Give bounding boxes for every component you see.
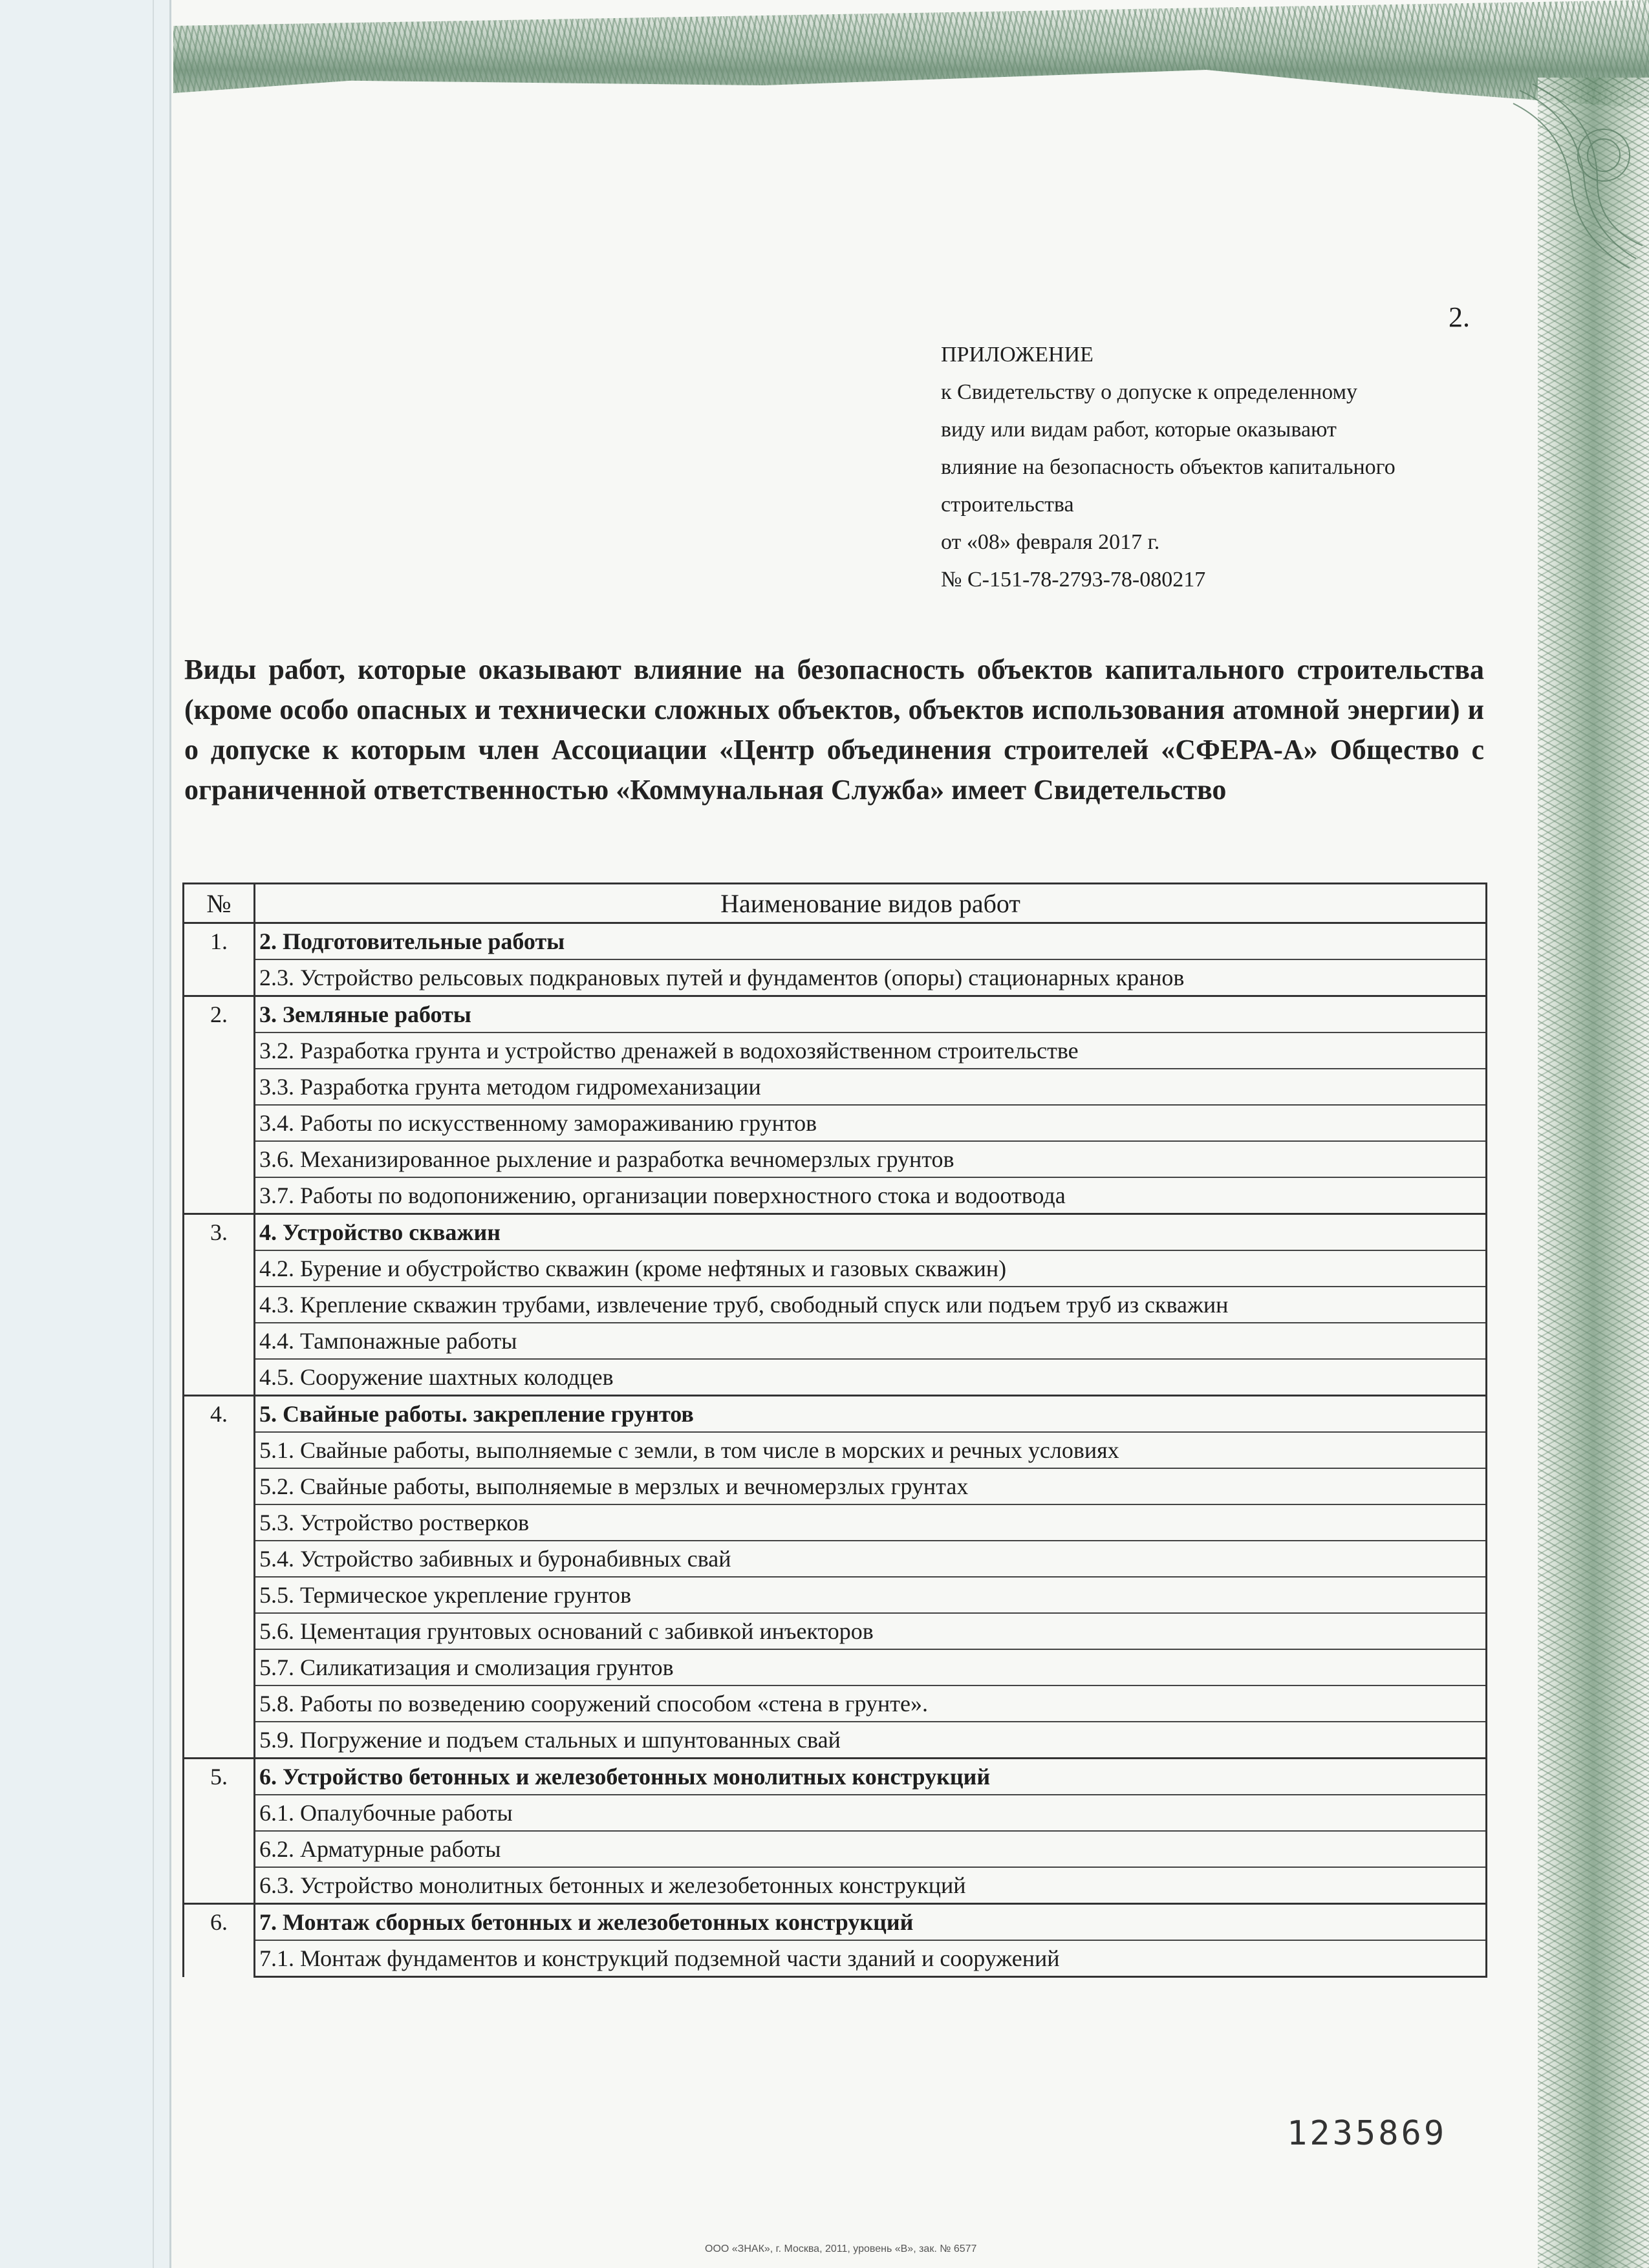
- corner-ornament-icon: [1507, 78, 1649, 272]
- table-row: [184, 1722, 1487, 1759]
- appendix-line: строительства: [941, 493, 1074, 517]
- work-item: 3.4. Работы по искусственному замораживанию грунтов: [255, 1105, 1487, 1141]
- work-item: 6.2. Арматурные работы: [255, 1831, 1487, 1867]
- table-row: [184, 1541, 1487, 1577]
- work-item: 4.4. Тампонажные работы: [255, 1323, 1487, 1359]
- table-row: [184, 1831, 1487, 1867]
- guilloche-border-right: [1538, 78, 1649, 2268]
- work-item: 5.6. Цементация грунтовых оснований с забивкой инъекторов: [255, 1613, 1487, 1649]
- table-row: [184, 1105, 1487, 1141]
- section-title: 6. Устройство бетонных и железобетонных монолитных конструкций: [255, 1759, 1487, 1795]
- work-item: 5.8. Работы по возведению сооружений способом «стена в грунте».: [255, 1685, 1487, 1722]
- table-row: [184, 1577, 1487, 1613]
- printer-imprint: ООО «ЗНАК», г. Москва, 2011, уровень «В», зак. № 6577: [705, 2243, 977, 2254]
- table-row: [184, 1613, 1487, 1649]
- row-number: 1.: [184, 923, 255, 996]
- table-row: [184, 1177, 1487, 1214]
- row-number: 5.: [184, 1759, 255, 1904]
- table-row: [184, 1867, 1487, 1904]
- table-row: [184, 959, 1487, 996]
- page-number: 2.: [1449, 301, 1470, 333]
- work-item: 5.7. Силикатизация и смолизация грунтов: [255, 1649, 1487, 1685]
- work-item: 2.3. Устройство рельсовых подкрановых путей и фундаментов (опоры) стационарных кранов: [255, 959, 1487, 996]
- appendix-line: влияние на безопасность объектов капитального: [941, 455, 1396, 479]
- appendix-line: к Свидетельству о допуске к определенному: [941, 380, 1358, 404]
- section-title: 2. Подготовительные работы: [255, 923, 1487, 960]
- section-row: [184, 923, 1487, 960]
- table-row: [184, 1649, 1487, 1685]
- serial-number: 1235869: [1287, 2114, 1447, 2153]
- section-title: 3. Земляные работы: [255, 996, 1487, 1033]
- work-item: 5.9. Погружение и подъем стальных и шпунтованных свай: [255, 1722, 1487, 1759]
- work-item: 3.2. Разработка грунта и устройство дренажей в водохозяйственном строительстве: [255, 1032, 1487, 1069]
- row-number: 4.: [184, 1396, 255, 1759]
- section-row: [184, 1214, 1487, 1251]
- work-item: 6.3. Устройство монолитных бетонных и железобетонных конструкций: [255, 1867, 1487, 1904]
- column-header-name: Наименование видов работ: [255, 884, 1487, 923]
- section-title: 7. Монтаж сборных бетонных и железобетонных конструкций: [255, 1904, 1487, 1941]
- table-row: [184, 1287, 1487, 1323]
- table-row: [184, 1141, 1487, 1177]
- table-row: [184, 1504, 1487, 1541]
- table-row: [184, 1250, 1487, 1287]
- work-item: 3.6. Механизированное рыхление и разработка вечномерзлых грунтов: [255, 1141, 1487, 1177]
- table-row: [184, 1359, 1487, 1396]
- appendix-line: виду или видам работ, которые оказывают: [941, 418, 1337, 442]
- works-table-body: [184, 923, 1487, 1977]
- row-number: 3.: [184, 1214, 255, 1396]
- section-title: 4. Устройство скважин: [255, 1214, 1487, 1251]
- table-row: [184, 1323, 1487, 1359]
- work-item: 5.1. Свайные работы, выполняемые с земли, в том числе в морских и речных условиях: [255, 1432, 1487, 1468]
- work-item: 4.2. Бурение и обустройство скважин (кроме нефтяных и газовых скважин): [255, 1250, 1487, 1287]
- table-row: [184, 1940, 1487, 1977]
- intro-paragraph: Виды работ, которые оказывают влияние на безопасность объектов капитального строительства (кроме особо опасных и технически сложных объектов, объектов использования атомной энергии) и о допуске к которым член Ассоциации «Центр объединения строителей «СФЕРА-А» Общество с ограниченной ответственностью «Коммунальная Служба» имеет Свидетельство: [184, 654, 1484, 806]
- work-item: 5.3. Устройство ростверков: [255, 1504, 1487, 1541]
- section-row: [184, 996, 1487, 1033]
- work-item: 5.5. Термическое укрепление грунтов: [255, 1577, 1487, 1613]
- column-header-number: №: [184, 884, 255, 923]
- work-item: 4.3. Крепление скважин трубами, извлечение труб, свободный спуск или подъем труб из скважин: [255, 1287, 1487, 1323]
- work-item: 6.1. Опалубочные работы: [255, 1795, 1487, 1831]
- table-row: [184, 1032, 1487, 1069]
- work-item: 3.3. Разработка грунта методом гидромеханизации: [255, 1069, 1487, 1105]
- works-table: [182, 883, 1487, 1978]
- work-item: 5.2. Свайные работы, выполняемые в мерзлых и вечномерзлых грунтах: [255, 1468, 1487, 1504]
- appendix-line: № С-151-78-2793-78-080217: [941, 568, 1206, 592]
- left-page-edge: [0, 0, 171, 2268]
- row-number: 6.: [184, 1904, 255, 1977]
- work-item: 5.4. Устройство забивных и буронабивных свай: [255, 1541, 1487, 1577]
- work-item: 4.5. Сооружение шахтных колодцев: [255, 1359, 1487, 1396]
- section-row: [184, 1904, 1487, 1941]
- row-number: 2.: [184, 996, 255, 1214]
- table-row: [184, 1468, 1487, 1504]
- table-row: [184, 1432, 1487, 1468]
- table-header-row: [184, 884, 1487, 923]
- appendix-header: [941, 336, 1503, 599]
- work-item: 3.7. Работы по водопонижению, организации поверхностного стока и водоотвода: [255, 1177, 1487, 1214]
- table-row: [184, 1069, 1487, 1105]
- appendix-line: от «08» февраля 2017 г.: [941, 530, 1160, 554]
- table-row: [184, 1685, 1487, 1722]
- appendix-line: ПРИЛОЖЕНИЕ: [941, 343, 1094, 367]
- section-title: 5. Свайные работы. закрепление грунтов: [255, 1396, 1487, 1433]
- section-row: [184, 1396, 1487, 1433]
- table-row: [184, 1795, 1487, 1831]
- work-item: 7.1. Монтаж фундаментов и конструкций подземной части зданий и сооружений: [255, 1940, 1487, 1977]
- section-row: [184, 1759, 1487, 1795]
